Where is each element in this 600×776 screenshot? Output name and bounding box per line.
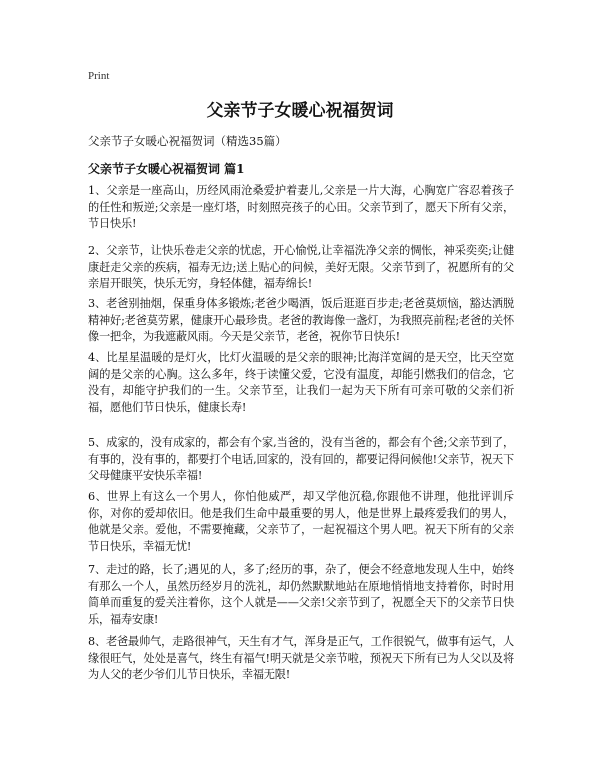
paragraph-8: 8、老爸最帅气，走路很神气，天生有才气，浑身是正气，工作很锐气，做事有运气，人缘很旺气，处处是喜气，终生有福气!明天就是父亲节啦，预祝天下所有已为人父以及将为人父的老少爷们儿节日快乐，幸福无限! (88, 635, 514, 681)
paragraph-7: 7、走过的路，长了;遇见的人，多了;经历的事，杂了，便会不经意地发现人生中，始终有那么一个人，虽然历经岁月的洗礼，却仍然默默地站在原地悄悄地支持着你，时时用简单而重复的爱关注着你，这个人就是——父亲!父亲节到了，祝愿全天下的父亲节日快乐，福寿安康! (88, 563, 514, 626)
document-subtitle: 父亲节子女暖心祝福贺词（精选35篇） (88, 134, 287, 148)
section-heading: 父亲节子女暖心祝福贺词 篇1 (88, 162, 245, 176)
paragraph-1: 1、父亲是一座高山，历经风雨沧桑爱护着妻儿,父亲是一片大海，心胸宽广容忍着孩子的任性和叛逆;父亲是一座灯塔，时刻照亮孩子的心田。父亲节到了，愿天下所有父亲，节日快乐! (88, 184, 514, 230)
paragraph-3: 3、老爸别抽烟，保重身体多锻炼;老爸少喝酒，饭后逛逛百步走;老爸莫烦恼，豁达洒脱精神好;老爸莫劳累，健康开心最珍贵。老爸的教诲像一盏灯，为我照亮前程;老爸的关怀像一把伞，为我遮蔽风雨。今天是父亲节，老爸，祝你节日快乐! (88, 297, 514, 343)
print-label[interactable]: Print (88, 70, 110, 82)
document-title: 父亲节子女暖心祝福贺词 (206, 101, 394, 121)
paragraph-2: 2、父亲节，让快乐卷走父亲的忧虑，开心愉悦,让幸福洗净父亲的惆怅，神采奕奕;让健康赶走父亲的疾病，福寿无边;送上贴心的问候，美好无限。父亲节到了，祝愿所有的父亲眉开眼笑，快乐无穷，身轻体健，福寿绵长! (88, 244, 514, 290)
paragraph-4: 4、比星星温暖的是灯火，比灯火温暖的是父亲的眼神;比海洋宽阔的是天空，比天空宽阔的是父亲的心胸。这么多年，终于读懂父爱，它没有温度，却能引燃我们的信念，它没有，却能守护我们的一生。父亲节至，让我们一起为天下所有可亲可敬的父亲们祈福，愿他们节日快乐，健康长寿! (88, 351, 514, 414)
paragraph-5: 5、成家的，没有成家的，都会有个家,当爸的，没有当爸的，都会有个爸;父亲节到了，有事的，没有事的，都要打个电话,回家的，没有回的，都要记得问候他!父亲节，祝天下父母健康平安快乐幸福! (88, 436, 514, 482)
paragraph-6: 6、世界上有这么一个男人，你怕他威严，却又学他沉稳,你跟他不讲理，他批评训斥你，对你的爱却依旧。他是我们生命中最重要的男人，他是世界上最疼爱我们的男人，他就是父亲。爱他，不需要掩藏，父亲节了，一起祝福这个男人吧。祝天下所有的父亲节日快乐，幸福无忧! (88, 490, 514, 553)
